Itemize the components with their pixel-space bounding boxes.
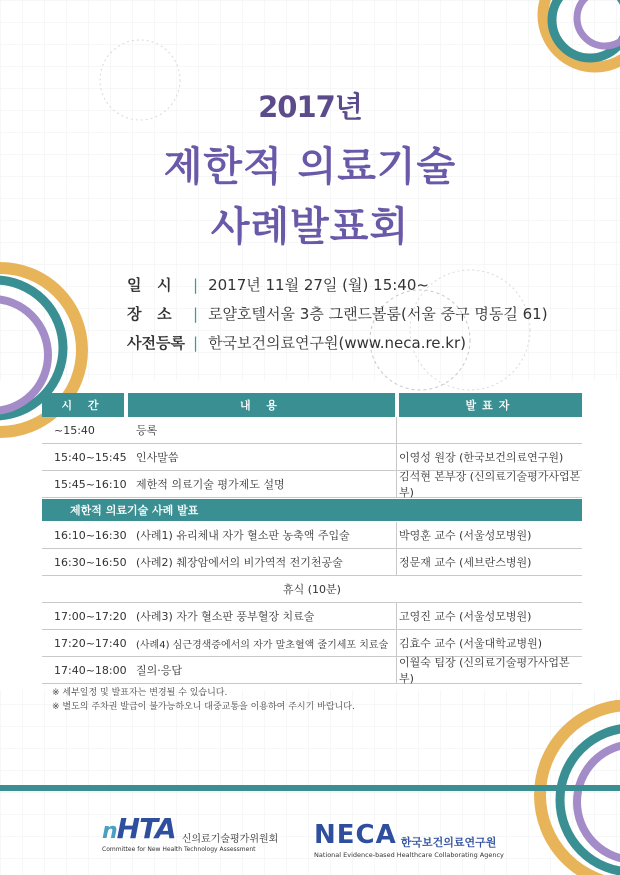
rings-top-right <box>500 0 620 80</box>
row-speaker: 고영진 교수 (서울성모병원) <box>396 603 582 629</box>
hta-logo-english: Committee for New Health Technology Assessment <box>102 846 256 853</box>
info-value-place: 로얄호텔서울 3층 그랜드볼룸(서울 중구 명동길 61) <box>208 305 548 323</box>
row-time: 17:40~18:00 <box>54 663 127 677</box>
row-time: 16:10~16:30 <box>54 528 127 542</box>
row-speaker: 박영훈 교수 (서울성모병원) <box>396 522 582 548</box>
note-schedule-change: ※ 세부일정 및 발표자는 변경될 수 있습니다. <box>52 688 228 698</box>
row-content: (사례1) 유리체내 자가 혈소판 농축액 주입술 <box>136 529 350 542</box>
row-content: (사례2) 췌장암에서의 비가역적 전기천공술 <box>136 556 343 569</box>
table-row <box>42 603 582 630</box>
note-parking: ※ 별도의 주차권 발급이 불가능하오니 대중교통을 이용하여 주시기 바랍니다. <box>52 702 355 712</box>
table-row <box>42 549 582 576</box>
row-content: 인사말씀 <box>136 451 179 464</box>
row-time: 17:20~17:40 <box>54 636 127 650</box>
section-case-presentations: 제한적 의료기술 사례 발표 <box>42 499 582 521</box>
table-row <box>42 417 582 444</box>
hta-logo-korean: 신의료기술평가위원회 <box>181 834 279 845</box>
row-speaker: 정문재 교수 (세브란스병원) <box>396 549 582 575</box>
neca-logo-english: National Evidence-based Healthcare Collaborating Agency <box>314 851 504 859</box>
row-time: 15:40~15:45 <box>54 450 127 464</box>
row-content: 등록 <box>136 424 158 437</box>
event-year: 2017년 <box>258 90 362 124</box>
notes <box>52 686 355 714</box>
event-title-line1: 제한적 의료기술 <box>163 144 457 190</box>
info-row-registration: 사전등록 | 한국보건의료연구원(www.neca.re.kr) <box>127 333 467 352</box>
neca-logo <box>314 820 504 859</box>
table-row <box>42 471 582 498</box>
table-row <box>42 657 582 684</box>
table-header <box>42 393 582 417</box>
schedule-table <box>42 393 582 684</box>
hta-logo <box>102 812 278 853</box>
event-title-line2: 사례발표회 <box>210 204 410 250</box>
row-content: (사례4) 심근경색증에서의 자가 말초혈액 줄기세포 치료술 <box>136 639 389 651</box>
row-speaker: 김석현 본부장 (신의료기술평가사업본부) <box>396 471 582 497</box>
neca-logo-mark: NECA <box>314 820 397 850</box>
footer-bar <box>0 785 620 791</box>
row-speaker: 이영성 원장 (한국보건의료연구원) <box>396 444 582 470</box>
header-speaker: 발표자 <box>399 393 582 417</box>
row-time: ~15:40 <box>54 423 95 437</box>
info-row-place: 장 소 | 로얄호텔서울 3층 그랜드볼룸(서울 중구 명동길 61) <box>127 304 548 323</box>
info-label-place: 장 소 <box>127 305 172 323</box>
info-row-date: 일 시 | 2017년 11월 27일 (월) 15:40~ <box>127 275 429 294</box>
row-time: 15:45~16:10 <box>54 477 127 491</box>
row-content: 질의·응답 <box>136 664 183 677</box>
header-time: 시 간 <box>42 393 124 417</box>
row-time: 17:00~17:20 <box>54 609 127 623</box>
row-content: (사례3) 자가 혈소판 풍부혈장 치료술 <box>136 610 315 623</box>
row-speaker <box>396 417 582 443</box>
row-speaker: 김효수 교수 (서울대학교병원) <box>396 630 582 656</box>
header-content: 내 용 <box>128 393 395 417</box>
break-row: 휴식 (10분) <box>42 576 582 603</box>
table-row <box>42 630 582 657</box>
info-value-date: 2017년 11월 27일 (월) 15:40~ <box>208 276 429 294</box>
row-time: 16:30~16:50 <box>54 555 127 569</box>
hta-logo-prefix: n <box>102 819 117 844</box>
table-row <box>42 522 582 549</box>
info-label-registration: 사전등록 <box>127 334 185 352</box>
table-row <box>42 444 582 471</box>
row-content: 제한적 의료기술 평가제도 설명 <box>136 478 285 491</box>
info-label-date: 일 시 <box>127 276 172 294</box>
neca-logo-korean: 한국보건의료연구원 <box>400 836 497 849</box>
row-speaker: 이월숙 팀장 (신의료기술평가사업본부) <box>396 657 582 683</box>
hta-logo-mark: HTA <box>116 812 176 845</box>
event-info <box>127 270 548 357</box>
info-value-registration: 한국보건의료연구원(www.neca.re.kr) <box>208 334 467 352</box>
